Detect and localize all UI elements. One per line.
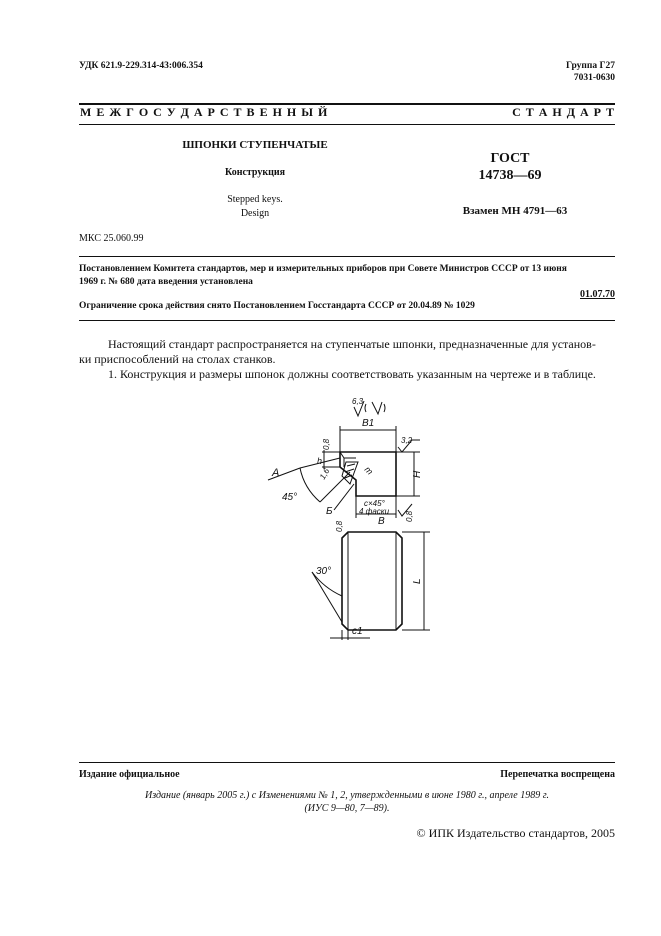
dim-08-left: 0,8 bbox=[335, 520, 344, 532]
scope-paragraph-line2: ки приспособлений на столах станков. bbox=[79, 352, 276, 366]
decree-line2: 1969 г. № 680 дата введения установлена bbox=[79, 277, 253, 287]
edition-note-line1: Издание (январь 2005 г.) с Изменениями № 1, 2, утвержденными в июне 1980 г., апреле 1989 г. bbox=[144, 790, 550, 801]
document-code: 7031-0630 bbox=[573, 73, 615, 83]
roughness-main-label: 6,3 bbox=[352, 397, 364, 406]
section-a-label: А bbox=[272, 467, 280, 479]
angle-arc-45 bbox=[300, 468, 320, 502]
l-label: L bbox=[412, 578, 423, 584]
angle-30-label: 30° bbox=[316, 566, 332, 577]
key-drawing-svg bbox=[260, 392, 440, 647]
limitation-note: Ограничение срока действия снято Постановлением Госстандарта СССР от 20.04.89 № 1029 bbox=[79, 301, 475, 311]
m-label: m bbox=[362, 464, 375, 477]
angle-30-leader bbox=[312, 572, 342, 622]
section-b-label: Б bbox=[326, 506, 333, 517]
reprint-prohibited: Перепечатка воспрещена bbox=[500, 769, 615, 780]
angle-45-label: 45° bbox=[282, 492, 298, 503]
key-drawing bbox=[260, 392, 440, 647]
replaces-standard: Взамен МН 4791—63 bbox=[462, 205, 568, 217]
chamfer-cx45-label: c×45° bbox=[364, 499, 385, 508]
group-code: Группа Г27 bbox=[566, 61, 615, 71]
hatch-2 bbox=[345, 469, 354, 472]
edition-note-line2: (ИУС 9—80, 7—89). bbox=[304, 803, 390, 814]
h-small-label: h bbox=[317, 456, 323, 466]
dim-08-top: 0,8 bbox=[322, 438, 331, 450]
page-title: ШПОНКИ СТУПЕНЧАТЫЕ bbox=[182, 139, 328, 151]
introduction-date: 01.07.70 bbox=[580, 289, 615, 300]
english-title-line2: Design bbox=[240, 208, 270, 219]
mks-code: МКС 25.060.99 bbox=[79, 233, 144, 244]
decree-top-rule bbox=[79, 256, 615, 257]
decree-line1: Постановлением Комитета стандартов, мер и измерительных приборов при Совете Министров СССР от 13 июня bbox=[79, 264, 567, 274]
dim-08-right: 0,8 bbox=[405, 510, 414, 522]
dim-16: 1,6 bbox=[317, 466, 332, 481]
roughness-side-label: 3,2 bbox=[401, 436, 413, 445]
english-title-line1: Stepped keys. bbox=[227, 194, 283, 205]
hatch-1 bbox=[347, 464, 355, 466]
decree-bottom-rule bbox=[79, 320, 615, 321]
key-plan-outline bbox=[342, 532, 402, 630]
udk-code: УДК 621.9-229.314-43:006.354 bbox=[79, 61, 203, 71]
b-label: B bbox=[378, 516, 385, 527]
scope-paragraph-line1: Настоящий стандарт распространяется на ступенчатые шпонки, предназначенные для установ- bbox=[108, 337, 596, 351]
b-leader-line bbox=[334, 484, 354, 510]
gost-label: ГОСТ bbox=[490, 151, 530, 166]
banner-interstate: М Е Ж Г О С У Д А Р С Т В Е Н Н Ы Й bbox=[80, 105, 329, 119]
b1-label: B1 bbox=[362, 418, 375, 429]
banner-bottom-rule bbox=[79, 124, 615, 125]
h-label: H bbox=[412, 470, 423, 478]
gost-number: 14738—69 bbox=[478, 168, 542, 183]
official-edition: Издание официальное bbox=[79, 769, 180, 780]
banner-standard: С Т А Н Д А Р Т bbox=[512, 105, 615, 119]
copyright: © ИПК Издательство стандартов, 2005 bbox=[416, 826, 615, 840]
design-paragraph: 1. Конструкция и размеры шпонок должны соответствовать указанным на чертеже и в таблице. bbox=[108, 367, 596, 381]
footer-rule bbox=[79, 762, 615, 763]
page-subtitle: Конструкция bbox=[224, 167, 286, 178]
four-chamfers-label: 4 фаски bbox=[359, 507, 390, 516]
c1-label: c1 bbox=[352, 626, 363, 637]
